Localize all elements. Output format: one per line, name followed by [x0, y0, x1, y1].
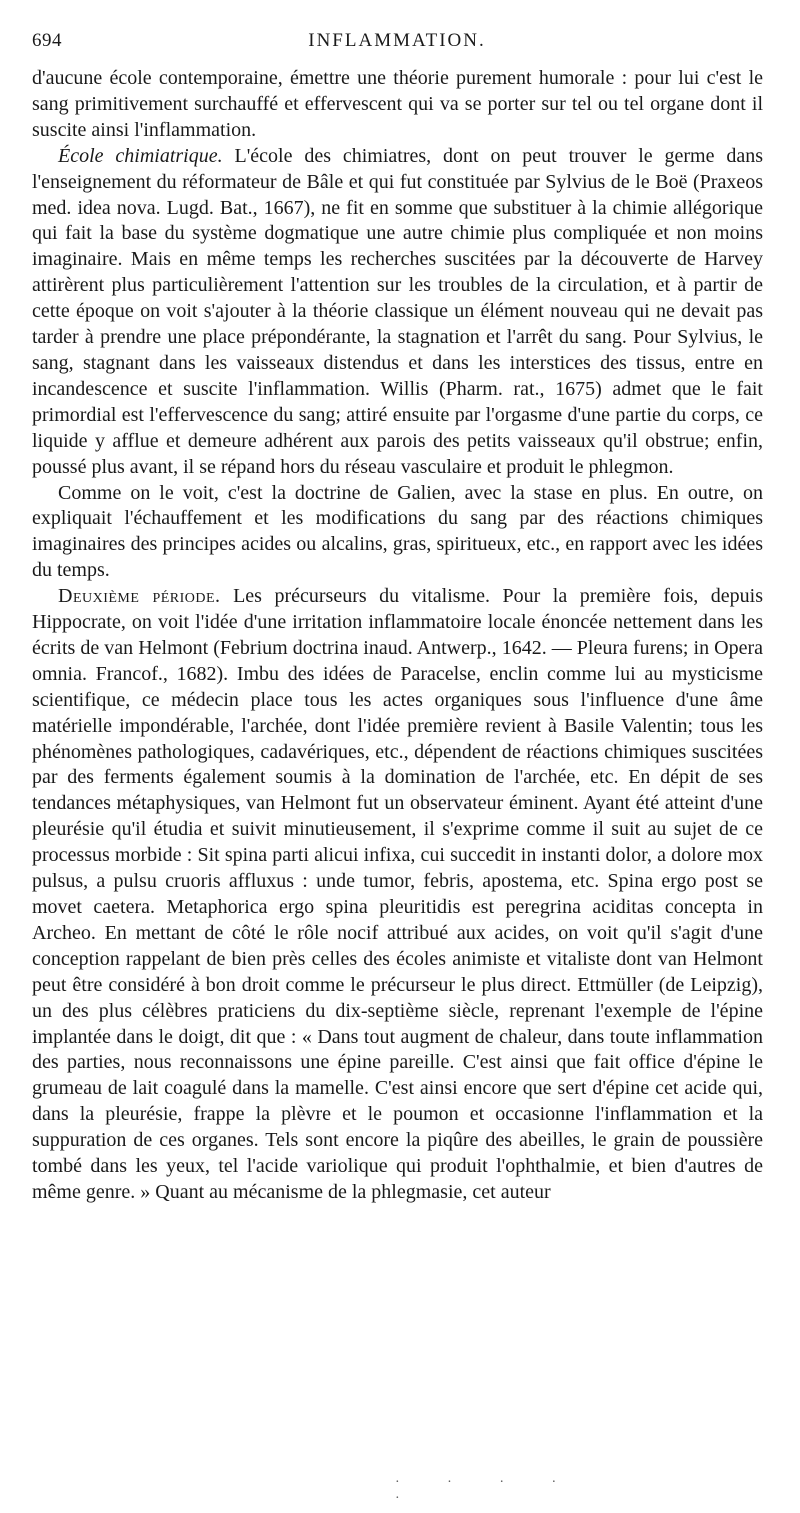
- section-lead: École chimiatrique.: [58, 144, 223, 167]
- paragraph-text: Comme on le voit, c'est la doctrine de Galien, avec la stase en plus. En outre, on expliquait l'échauffement et les modifications du sang par des réactions chimiques imaginaires des principes acides ou alcalins, gras, spiritueux, etc., en rapport avec les idées du temps.: [32, 481, 763, 582]
- paragraph-ecole-chimiatrique: [32, 144, 763, 481]
- running-title: INFLAMMATION.: [308, 30, 486, 51]
- page-number: 694: [32, 30, 62, 51]
- print-specks: · · · · ·: [395, 1475, 579, 1506]
- paragraph-text: d'aucune école contemporaine, émettre une théorie purement humorale : pour lui c'est le sang primitivement surchauffé et effervescent qui va se porter sur tel ou tel organe dont il suscite ainsi l'inflammation.: [32, 67, 763, 141]
- body-text: [32, 66, 763, 1206]
- section-lead: Deuxième période.: [58, 585, 221, 608]
- paragraph-galien-doctrine: [32, 481, 763, 585]
- paragraph-text: Les précurseurs du vitalisme. Pour la première fois, depuis Hippocrate, on voit l'idée d'une irritation inflammatoire locale énoncée nettement dans les écrits de van Helmont (Febrium doctrina inaud. Antwerp., 1642. — Pleura furens; in Opera omnia. Francof., 1682). Imbu des idées de Paracelse, enclin comme lui au mysticisme scientifique, ce médecin place tous les actes organiques sous l'influence d'une âme matérielle impondérable, l'archée, dont l'idée première revient à Basile Valentin; tous les phénomènes pathologiques, cadavériques, etc., dépendent de réactions chimiques suscitées par des ferments également soumis à la domination de l'archée, etc. En dépit de ses tendances métaphysiques, van Helmont fut un observateur éminent. Ayant été atteint d'une pleurésie qu'il étudia et suivit minutieusement, il s'exprime comme il suit au sujet de ce processus morbide : Sit spina parti alicui infixa, cui succedit in instanti dolor, a dolore mox pulsus, a pulsu cruoris affluxus : unde tumor, febris, apostema, etc. Spina ergo post se movet caetera. Metaphorica ergo spina pleuritidis est peregrina aciditas concepta in Archeo. En mettant de côté le rôle nocif attribué aux acides, on voit qu'il s'agit d'une conception rappelant de bien près celles des écoles animiste et vitaliste dont van Helmont peut être considéré à bon droit comme le précurseur le plus direct. Ettmüller (de Leipzig), un des plus célèbres praticiens du dix-septième siècle, reprenant l'exemple de l'épine implantée dans le doigt, dit que : « Dans tout augment de chaleur, dans toute inflammation des parties, nous reconnaissons une épine pareille. C'est ainsi que fait office d'épine le grumeau de lait coagulé dans la mamelle. C'est ainsi encore que sert d'épine cet acide qui, dans la pleurésie, frappe la plèvre et le poumon et occasionne l'inflammation et la suppuration de ces organes. Tels sont encore la piqûre des abeilles, le grain de poussière tombé dans les yeux, tel l'acide variolique qui produit l'ophthalmie, et bien d'autres de même genre. » Quant au mécanisme de la phlegmasie, cet auteur: [32, 585, 764, 1203]
- paragraph-text: L'école des chimiatres, dont on peut trouver le germe dans l'enseignement du réformateur de Bâle et qui fut constituée par Sylvius de le Boë (Praxeos med. idea nova. Lugd. Bat., 1667), ne fit en somme que substituer à la chimie allégorique qui fait la base du système dogmatique une autre chimie plus compliquée et non moins imaginaire. Mais en même temps les recherches suscitées par la découverte de Harvey attirèrent plus particulièrement l'attention sur les troubles de la circulation, et à partir de cette époque on voit s'ajouter à la théorie classique un élément nouveau qui ne devait pas tarder à prendre une place prépondérante, la stagnation et l'arrêt du sang. Pour Sylvius, le sang, stagnant dans les vaisseaux distendus et dans les interstices des tissus, entre en incandescence et suscite l'inflammation. Willis (Pharm. rat., 1675) admet que le fait primordial est l'effervescence du sang; attiré ensuite par l'orgasme d'une partie du corps, ce liquide y afflue et demeure adhérent aux parois des petits vaisseaux qu'il obstrue; enfin, poussé plus avant, il se répand hors du réseau vasculaire et produit le phlegmon.: [32, 144, 764, 478]
- paragraph-deuxieme-periode: [32, 584, 763, 1206]
- page-header: [32, 30, 762, 56]
- paragraph-humoral-theory: [32, 66, 763, 144]
